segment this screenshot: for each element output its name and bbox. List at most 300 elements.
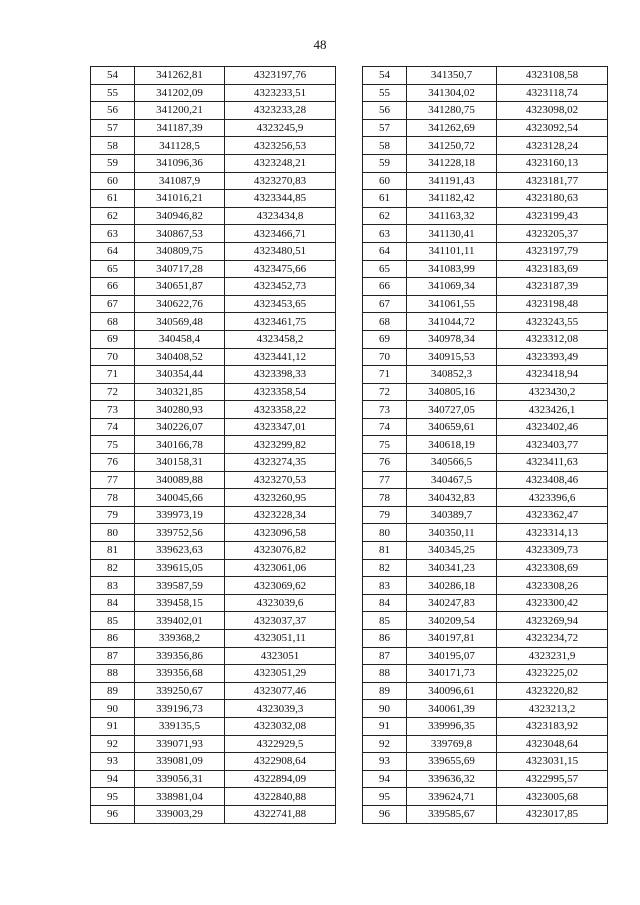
x-coordinate-cell: 339623,63: [135, 542, 225, 560]
x-coordinate-cell: 339615,05: [135, 559, 225, 577]
x-coordinate-cell: 340915,53: [407, 348, 497, 366]
x-coordinate-cell: 339081,09: [135, 753, 225, 771]
x-coordinate-cell: 340946,82: [135, 207, 225, 225]
point-number-cell: 86: [363, 630, 407, 648]
point-number-cell: 95: [363, 788, 407, 806]
x-coordinate-cell: 340852,3: [407, 366, 497, 384]
table-row: [363, 154, 608, 172]
x-coordinate-cell: 340247,83: [407, 594, 497, 612]
x-coordinate-cell: 340158,31: [135, 454, 225, 472]
y-coordinate-cell: 4323260,95: [225, 489, 336, 507]
point-number-cell: 66: [91, 278, 135, 296]
table-row: [363, 594, 608, 612]
x-coordinate-cell: 339135,5: [135, 717, 225, 735]
point-number-cell: 64: [91, 242, 135, 260]
x-coordinate-cell: 339250,67: [135, 682, 225, 700]
point-number-cell: 94: [363, 770, 407, 788]
x-coordinate-cell: 341187,39: [135, 119, 225, 137]
table-row: [363, 489, 608, 507]
table-row: [363, 717, 608, 735]
x-coordinate-cell: 340809,75: [135, 242, 225, 260]
y-coordinate-cell: 4323051: [225, 647, 336, 665]
y-coordinate-cell: 4323269,94: [497, 612, 608, 630]
table-row: [363, 524, 608, 542]
table-row: [363, 647, 608, 665]
point-number-cell: 78: [363, 489, 407, 507]
table-row: [363, 612, 608, 630]
x-coordinate-cell: 340166,78: [135, 436, 225, 454]
x-coordinate-cell: 340408,52: [135, 348, 225, 366]
table-row: [363, 242, 608, 260]
table-row: [91, 471, 336, 489]
x-coordinate-cell: 340867,53: [135, 225, 225, 243]
point-number-cell: 65: [91, 260, 135, 278]
y-coordinate-cell: 4323183,92: [497, 717, 608, 735]
x-coordinate-cell: 340096,61: [407, 682, 497, 700]
y-coordinate-cell: 4323393,49: [497, 348, 608, 366]
table-row: [91, 295, 336, 313]
y-coordinate-cell: 4323458,2: [225, 330, 336, 348]
point-number-cell: 55: [91, 84, 135, 102]
y-coordinate-cell: 4323233,51: [225, 84, 336, 102]
x-coordinate-cell: 340045,66: [135, 489, 225, 507]
y-coordinate-cell: 4323225,02: [497, 665, 608, 683]
table-row: [91, 805, 336, 823]
table-row: [91, 454, 336, 472]
y-coordinate-cell: 4323441,12: [225, 348, 336, 366]
point-number-cell: 83: [363, 577, 407, 595]
point-number-cell: 73: [91, 401, 135, 419]
point-number-cell: 93: [363, 753, 407, 771]
x-coordinate-cell: 340354,44: [135, 366, 225, 384]
table-row: [363, 401, 608, 419]
y-coordinate-cell: 4322929,5: [225, 735, 336, 753]
y-coordinate-cell: 4323466,71: [225, 225, 336, 243]
table-row: [363, 225, 608, 243]
x-coordinate-cell: 341262,81: [135, 67, 225, 85]
table-row: [363, 630, 608, 648]
point-number-cell: 83: [91, 577, 135, 595]
x-coordinate-cell: 339585,67: [407, 805, 497, 823]
point-number-cell: 62: [91, 207, 135, 225]
table-row: [363, 313, 608, 331]
x-coordinate-cell: 341262,69: [407, 119, 497, 137]
point-number-cell: 67: [363, 295, 407, 313]
point-number-cell: 87: [363, 647, 407, 665]
x-coordinate-cell: 340171,73: [407, 665, 497, 683]
x-coordinate-cell: 340717,28: [135, 260, 225, 278]
table-row: [363, 436, 608, 454]
point-number-cell: 76: [363, 454, 407, 472]
x-coordinate-cell: 340566,5: [407, 454, 497, 472]
x-coordinate-cell: 340727,05: [407, 401, 497, 419]
x-coordinate-cell: 339587,59: [135, 577, 225, 595]
point-number-cell: 96: [91, 805, 135, 823]
y-coordinate-cell: 4323243,55: [497, 313, 608, 331]
x-coordinate-cell: 338981,04: [135, 788, 225, 806]
y-coordinate-cell: 4323300,42: [497, 594, 608, 612]
y-coordinate-cell: 4323403,77: [497, 436, 608, 454]
y-coordinate-cell: 4323205,37: [497, 225, 608, 243]
y-coordinate-cell: 4323039,3: [225, 700, 336, 718]
point-number-cell: 54: [363, 67, 407, 85]
table-row: [91, 436, 336, 454]
point-number-cell: 80: [363, 524, 407, 542]
y-coordinate-cell: 4323096,58: [225, 524, 336, 542]
x-coordinate-cell: 340805,16: [407, 383, 497, 401]
table-row: [91, 225, 336, 243]
y-coordinate-cell: 4323051,29: [225, 665, 336, 683]
point-number-cell: 89: [363, 682, 407, 700]
table-row: [363, 471, 608, 489]
table-row: [91, 401, 336, 419]
y-coordinate-cell: 4323309,73: [497, 542, 608, 560]
table-row: [91, 753, 336, 771]
x-coordinate-cell: 341250,72: [407, 137, 497, 155]
point-number-cell: 89: [91, 682, 135, 700]
table-row: [363, 67, 608, 85]
x-coordinate-cell: 341182,42: [407, 190, 497, 208]
point-number-cell: 62: [363, 207, 407, 225]
x-coordinate-cell: 339356,68: [135, 665, 225, 683]
table-row: [91, 154, 336, 172]
point-number-cell: 96: [363, 805, 407, 823]
table-row: [91, 717, 336, 735]
point-number-cell: 84: [363, 594, 407, 612]
y-coordinate-cell: 4323231,9: [497, 647, 608, 665]
x-coordinate-cell: 340209,54: [407, 612, 497, 630]
coordinate-table-right: [362, 66, 608, 824]
y-coordinate-cell: 4323128,24: [497, 137, 608, 155]
y-coordinate-cell: 4323256,53: [225, 137, 336, 155]
x-coordinate-cell: 339636,32: [407, 770, 497, 788]
point-number-cell: 74: [91, 418, 135, 436]
point-number-cell: 55: [363, 84, 407, 102]
table-row: [91, 665, 336, 683]
x-coordinate-cell: 339196,73: [135, 700, 225, 718]
table-row: [91, 137, 336, 155]
point-number-cell: 58: [363, 137, 407, 155]
x-coordinate-cell: 340341,23: [407, 559, 497, 577]
point-number-cell: 92: [91, 735, 135, 753]
x-coordinate-cell: 339996,35: [407, 717, 497, 735]
y-coordinate-cell: 4323453,65: [225, 295, 336, 313]
point-number-cell: 63: [91, 225, 135, 243]
x-coordinate-cell: 340458,4: [135, 330, 225, 348]
table-row: [363, 190, 608, 208]
x-coordinate-cell: 341087,9: [135, 172, 225, 190]
x-coordinate-cell: 341083,99: [407, 260, 497, 278]
point-number-cell: 85: [91, 612, 135, 630]
table-row: [91, 119, 336, 137]
table-row: [91, 383, 336, 401]
point-number-cell: 79: [363, 506, 407, 524]
table-row: [363, 542, 608, 560]
y-coordinate-cell: 4323061,06: [225, 559, 336, 577]
y-coordinate-cell: 4323434,8: [225, 207, 336, 225]
point-number-cell: 60: [91, 172, 135, 190]
x-coordinate-cell: 341202,09: [135, 84, 225, 102]
table-row: [363, 735, 608, 753]
y-coordinate-cell: 4323312,08: [497, 330, 608, 348]
table-row: [363, 770, 608, 788]
x-coordinate-cell: 341280,75: [407, 102, 497, 120]
point-number-cell: 87: [91, 647, 135, 665]
y-coordinate-cell: 4323039,6: [225, 594, 336, 612]
x-coordinate-cell: 341128,5: [135, 137, 225, 155]
point-number-cell: 59: [363, 154, 407, 172]
table-row: [91, 190, 336, 208]
y-coordinate-cell: 4323480,51: [225, 242, 336, 260]
table-row: [363, 260, 608, 278]
point-number-cell: 75: [363, 436, 407, 454]
y-coordinate-cell: 4323245,9: [225, 119, 336, 137]
x-coordinate-cell: 341304,02: [407, 84, 497, 102]
y-coordinate-cell: 4323108,58: [497, 67, 608, 85]
x-coordinate-cell: 339458,15: [135, 594, 225, 612]
point-number-cell: 72: [363, 383, 407, 401]
x-coordinate-cell: 340280,93: [135, 401, 225, 419]
y-coordinate-cell: 4323475,66: [225, 260, 336, 278]
y-coordinate-cell: 4323183,69: [497, 260, 608, 278]
point-number-cell: 88: [363, 665, 407, 683]
table-row: [91, 207, 336, 225]
table-row: [91, 559, 336, 577]
y-coordinate-cell: 4323274,35: [225, 454, 336, 472]
point-number-cell: 70: [363, 348, 407, 366]
point-number-cell: 86: [91, 630, 135, 648]
table-row: [91, 84, 336, 102]
y-coordinate-cell: 4323299,82: [225, 436, 336, 454]
x-coordinate-cell: 340197,81: [407, 630, 497, 648]
point-number-cell: 56: [91, 102, 135, 120]
x-coordinate-cell: 341101,11: [407, 242, 497, 260]
point-number-cell: 95: [91, 788, 135, 806]
x-coordinate-cell: 340321,85: [135, 383, 225, 401]
y-coordinate-cell: 4323077,46: [225, 682, 336, 700]
y-coordinate-cell: 4323213,2: [497, 700, 608, 718]
point-number-cell: 57: [363, 119, 407, 137]
table-row: [91, 770, 336, 788]
point-number-cell: 94: [91, 770, 135, 788]
x-coordinate-cell: 339752,56: [135, 524, 225, 542]
point-number-cell: 81: [91, 542, 135, 560]
x-coordinate-cell: 341061,55: [407, 295, 497, 313]
x-coordinate-cell: 340618,19: [407, 436, 497, 454]
y-coordinate-cell: 4323362,47: [497, 506, 608, 524]
x-coordinate-cell: 340659,61: [407, 418, 497, 436]
point-number-cell: 67: [91, 295, 135, 313]
point-number-cell: 58: [91, 137, 135, 155]
x-coordinate-cell: 339655,69: [407, 753, 497, 771]
y-coordinate-cell: 4322840,88: [225, 788, 336, 806]
x-coordinate-cell: 340978,34: [407, 330, 497, 348]
table-row: [363, 559, 608, 577]
y-coordinate-cell: 4323347,01: [225, 418, 336, 436]
table-row: [363, 506, 608, 524]
x-coordinate-cell: 341096,36: [135, 154, 225, 172]
y-coordinate-cell: 4323031,15: [497, 753, 608, 771]
table-row: [91, 418, 336, 436]
y-coordinate-cell: 4322908,64: [225, 753, 336, 771]
y-coordinate-cell: 4323358,54: [225, 383, 336, 401]
table-row: [363, 454, 608, 472]
y-coordinate-cell: 4323358,22: [225, 401, 336, 419]
point-number-cell: 56: [363, 102, 407, 120]
point-number-cell: 78: [91, 489, 135, 507]
table-row: [91, 630, 336, 648]
point-number-cell: 57: [91, 119, 135, 137]
point-number-cell: 60: [363, 172, 407, 190]
point-number-cell: 66: [363, 278, 407, 296]
x-coordinate-cell: 339769,8: [407, 735, 497, 753]
table-row: [91, 506, 336, 524]
table-row: [363, 788, 608, 806]
y-coordinate-cell: 4323270,53: [225, 471, 336, 489]
y-coordinate-cell: 4323197,76: [225, 67, 336, 85]
point-number-cell: 54: [91, 67, 135, 85]
y-coordinate-cell: 4323248,21: [225, 154, 336, 172]
table-row: [91, 366, 336, 384]
point-number-cell: 64: [363, 242, 407, 260]
y-coordinate-cell: 4323098,02: [497, 102, 608, 120]
x-coordinate-cell: 340432,83: [407, 489, 497, 507]
table-row: [91, 647, 336, 665]
point-number-cell: 90: [363, 700, 407, 718]
table-row: [363, 366, 608, 384]
x-coordinate-cell: 340061,39: [407, 700, 497, 718]
table-row: [91, 278, 336, 296]
table-row: [91, 172, 336, 190]
y-coordinate-cell: 4323408,46: [497, 471, 608, 489]
point-number-cell: 70: [91, 348, 135, 366]
x-coordinate-cell: 339003,29: [135, 805, 225, 823]
y-coordinate-cell: 4323017,85: [497, 805, 608, 823]
point-number-cell: 84: [91, 594, 135, 612]
y-coordinate-cell: 4323270,83: [225, 172, 336, 190]
table-row: [363, 383, 608, 401]
table-row: [91, 242, 336, 260]
point-number-cell: 91: [363, 717, 407, 735]
table-row: [363, 207, 608, 225]
point-number-cell: 80: [91, 524, 135, 542]
table-row: [91, 102, 336, 120]
point-number-cell: 77: [91, 471, 135, 489]
y-coordinate-cell: 4323160,13: [497, 154, 608, 172]
y-coordinate-cell: 4323228,34: [225, 506, 336, 524]
point-number-cell: 82: [91, 559, 135, 577]
y-coordinate-cell: 4323344,85: [225, 190, 336, 208]
x-coordinate-cell: 340350,11: [407, 524, 497, 542]
x-coordinate-cell: 339624,71: [407, 788, 497, 806]
x-coordinate-cell: 340389,7: [407, 506, 497, 524]
table-row: [91, 260, 336, 278]
point-number-cell: 85: [363, 612, 407, 630]
y-coordinate-cell: 4323308,26: [497, 577, 608, 595]
x-coordinate-cell: 341016,21: [135, 190, 225, 208]
x-coordinate-cell: 339056,31: [135, 770, 225, 788]
y-coordinate-cell: 4323314,13: [497, 524, 608, 542]
y-coordinate-cell: 4323398,33: [225, 366, 336, 384]
x-coordinate-cell: 339402,01: [135, 612, 225, 630]
x-coordinate-cell: 340195,07: [407, 647, 497, 665]
point-number-cell: 59: [91, 154, 135, 172]
y-coordinate-cell: 4322741,88: [225, 805, 336, 823]
table-row: [363, 753, 608, 771]
y-coordinate-cell: 4323198,48: [497, 295, 608, 313]
table-row: [363, 577, 608, 595]
point-number-cell: 71: [363, 366, 407, 384]
y-coordinate-cell: 4323051,11: [225, 630, 336, 648]
x-coordinate-cell: 341130,41: [407, 225, 497, 243]
point-number-cell: 88: [91, 665, 135, 683]
x-coordinate-cell: 339368,2: [135, 630, 225, 648]
y-coordinate-cell: 4323452,73: [225, 278, 336, 296]
x-coordinate-cell: 340651,87: [135, 278, 225, 296]
x-coordinate-cell: 339973,19: [135, 506, 225, 524]
table-row: [363, 84, 608, 102]
coordinate-table-left: [90, 66, 336, 824]
point-number-cell: 74: [363, 418, 407, 436]
point-number-cell: 77: [363, 471, 407, 489]
x-coordinate-cell: 341044,72: [407, 313, 497, 331]
table-row: [363, 700, 608, 718]
x-coordinate-cell: 340467,5: [407, 471, 497, 489]
x-coordinate-cell: 339356,86: [135, 647, 225, 665]
y-coordinate-cell: 4323396,6: [497, 489, 608, 507]
y-coordinate-cell: 4323048,64: [497, 735, 608, 753]
x-coordinate-cell: 341228,18: [407, 154, 497, 172]
y-coordinate-cell: 4323402,46: [497, 418, 608, 436]
y-coordinate-cell: 4323430,2: [497, 383, 608, 401]
point-number-cell: 69: [363, 330, 407, 348]
table-row: [91, 682, 336, 700]
point-number-cell: 68: [91, 313, 135, 331]
y-coordinate-cell: 4323069,62: [225, 577, 336, 595]
point-number-cell: 92: [363, 735, 407, 753]
y-coordinate-cell: 4323005,68: [497, 788, 608, 806]
table-row: [91, 735, 336, 753]
point-number-cell: 61: [363, 190, 407, 208]
table-row: [91, 700, 336, 718]
y-coordinate-cell: 4322894,09: [225, 770, 336, 788]
point-number-cell: 69: [91, 330, 135, 348]
point-number-cell: 72: [91, 383, 135, 401]
table-row: [91, 330, 336, 348]
y-coordinate-cell: 4323411,63: [497, 454, 608, 472]
point-number-cell: 76: [91, 454, 135, 472]
point-number-cell: 82: [363, 559, 407, 577]
table-row: [363, 295, 608, 313]
x-coordinate-cell: 340286,18: [407, 577, 497, 595]
table-row: [91, 489, 336, 507]
table-row: [363, 172, 608, 190]
point-number-cell: 93: [91, 753, 135, 771]
x-coordinate-cell: 340569,48: [135, 313, 225, 331]
y-coordinate-cell: 4323233,28: [225, 102, 336, 120]
table-row: [363, 418, 608, 436]
table-row: [363, 348, 608, 366]
table-row: [363, 682, 608, 700]
point-number-cell: 79: [91, 506, 135, 524]
y-coordinate-cell: 4323308,69: [497, 559, 608, 577]
point-number-cell: 73: [363, 401, 407, 419]
table-row: [363, 102, 608, 120]
x-coordinate-cell: 340226,07: [135, 418, 225, 436]
y-coordinate-cell: 4323187,39: [497, 278, 608, 296]
table-row: [363, 330, 608, 348]
point-number-cell: 81: [363, 542, 407, 560]
